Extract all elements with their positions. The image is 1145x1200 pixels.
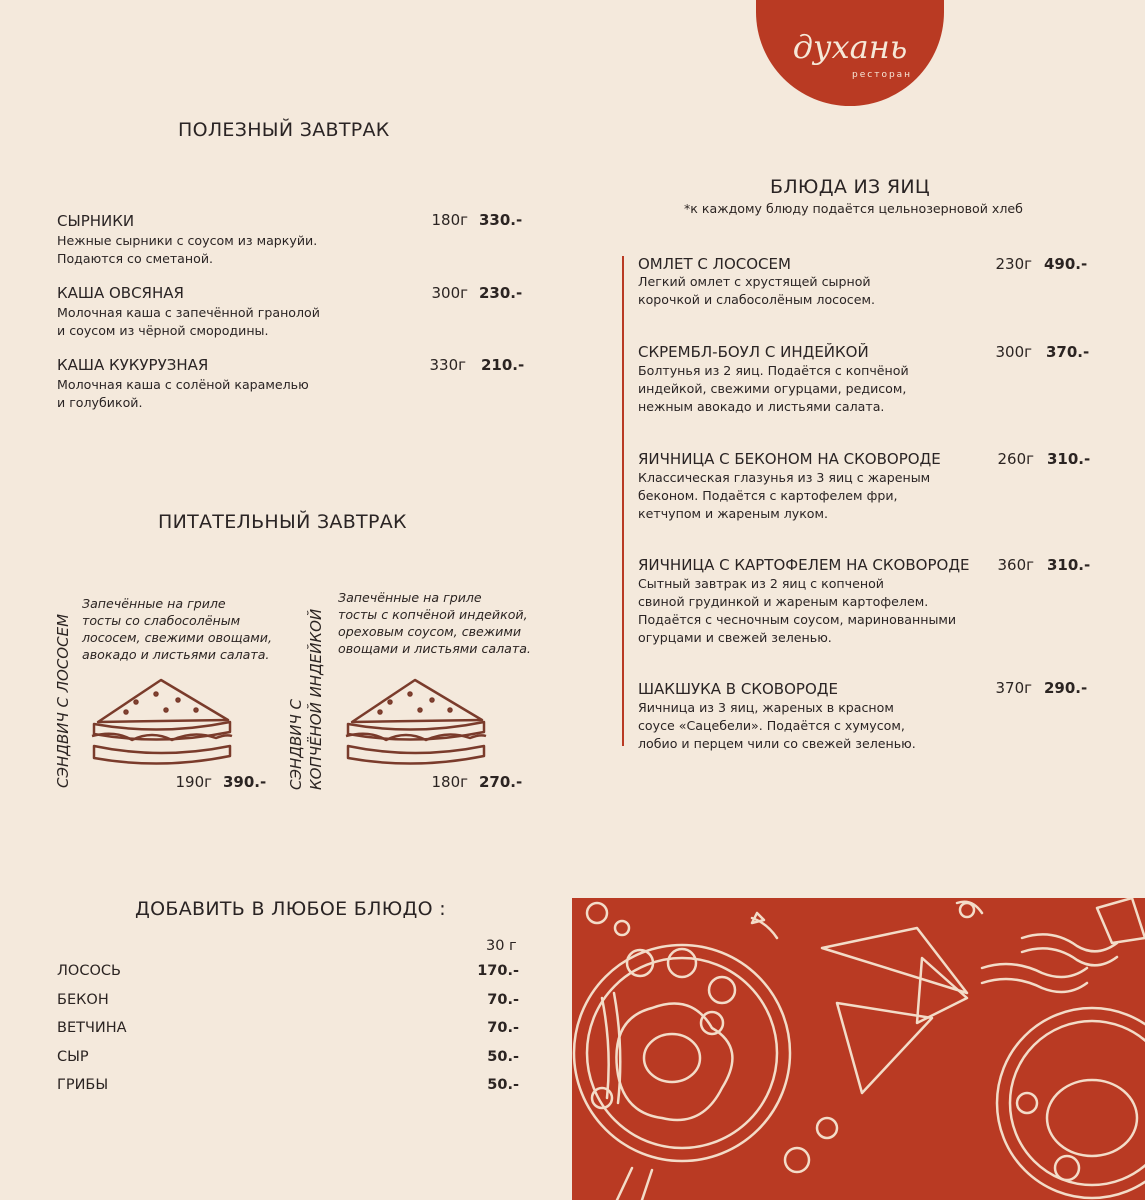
item-name-vertical: СЭНДВИЧ С xyxy=(287,699,305,790)
item-price: 330.- xyxy=(479,211,523,229)
item-price: 270.- xyxy=(479,773,523,791)
sandwich-icon xyxy=(340,672,490,772)
item-weight: 180г xyxy=(431,773,468,791)
item-desc-line: Запечённые на гриле xyxy=(338,590,482,605)
item-desc-line: Болтунья из 2 яиц. Подаётся с копчёной xyxy=(638,363,909,378)
item-name-vertical: КОПЧЁНОЙ ИНДЕЙКОЙ xyxy=(307,608,325,790)
item-name: КАША КУКУРУЗНАЯ xyxy=(57,356,209,374)
item-desc-line: беконом. Подаётся с картофелем фри, xyxy=(638,488,898,503)
addon-row xyxy=(57,963,519,991)
item-weight: 360г xyxy=(997,556,1034,574)
item-weight: 180г xyxy=(431,211,468,229)
item-desc-line: и голубикой. xyxy=(57,395,143,410)
item-price: 370.- xyxy=(1046,343,1090,361)
item-weight: 300г xyxy=(995,343,1032,361)
addon-row xyxy=(57,1077,519,1105)
addons-title: ДОБАВИТЬ В ЛЮБОЕ БЛЮДО : xyxy=(135,898,446,920)
item-price: 310.- xyxy=(1047,556,1091,574)
addons-weight: 30 г xyxy=(486,938,517,954)
item-weight: 260г xyxy=(997,450,1034,468)
addon-row xyxy=(57,1020,519,1048)
item-desc-line: соусе «Сацебели». Подаётся с хумусом, xyxy=(638,718,905,733)
item-desc-line: нежным авокадо и листьями салата. xyxy=(638,399,885,414)
item-desc-line: огурцами и свежей зеленью. xyxy=(638,630,832,645)
item-desc-line: Классическая глазунья из 3 яиц с жареным xyxy=(638,470,931,485)
eggs-divider xyxy=(622,256,624,746)
sandwich-icon xyxy=(86,672,236,772)
item-desc-line: овощами и листьями салата. xyxy=(338,641,531,656)
item-weight: 190г xyxy=(175,773,212,791)
item-desc-line: индейкой, свежими огурцами, редисом, xyxy=(638,381,907,396)
healthy-title: ПОЛЕЗНЫЙ ЗАВТРАК xyxy=(178,119,390,141)
item-price: 290.- xyxy=(1044,679,1088,697)
eggs-title: БЛЮДА ИЗ ЯИЦ xyxy=(770,176,930,198)
item-weight: 300г xyxy=(431,284,468,302)
addon-price: 70.- xyxy=(487,1020,519,1036)
addon-name: ЛОСОСЬ xyxy=(57,963,121,979)
item-desc-line: лососем, свежими овощами, xyxy=(82,630,272,645)
item-desc-line: Легкий омлет с хрустящей сырной xyxy=(638,274,871,289)
item-desc-line: свиной грудинкой и жареным картофелем. xyxy=(638,594,929,609)
item-name: СКРЕМБЛ-БОУЛ С ИНДЕЙКОЙ xyxy=(638,343,869,361)
addon-price: 50.- xyxy=(487,1077,519,1093)
item-weight: 330г xyxy=(429,356,466,374)
item-desc-line: тосты с копчёной индейкой, xyxy=(338,607,528,622)
item-name-vertical: СЭНДВИЧ С ЛОСОСЕМ xyxy=(54,613,72,788)
item-price: 310.- xyxy=(1047,450,1091,468)
item-desc-line: и соусом из чёрной смородины. xyxy=(57,323,269,338)
item-desc-line: авокадо и листьями салата. xyxy=(82,647,270,662)
item-name: СЫРНИКИ xyxy=(57,212,135,230)
item-desc-line: тосты со слабосолёным xyxy=(82,613,241,628)
item-name: ОМЛЕТ С ЛОСОСЕМ xyxy=(638,255,791,273)
addon-name: ВЕТЧИНА xyxy=(57,1020,127,1036)
item-price: 490.- xyxy=(1044,255,1088,273)
item-desc-line: Подаётся с чесночным соусом, маринованными xyxy=(638,612,957,627)
item-desc-line: Сытный завтрак из 2 яиц с копченой xyxy=(638,576,884,591)
item-name: ШАКШУКА В СКОВОРОДЕ xyxy=(638,680,838,698)
item-desc-line: Молочная каша с запечённой гранолой xyxy=(57,305,320,320)
addon-name: БЕКОН xyxy=(57,992,109,1008)
item-desc-line: кетчупом и жареным луком. xyxy=(638,506,829,521)
item-name: ЯИЧНИЦА С БЕКОНОМ НА СКОВОРОДЕ xyxy=(638,450,941,468)
addon-row xyxy=(57,1049,519,1077)
brand-subtitle: ресторан xyxy=(852,70,913,80)
addon-price: 50.- xyxy=(487,1049,519,1065)
item-weight: 370г xyxy=(995,679,1032,697)
brand-name: духань xyxy=(792,28,908,66)
item-name: КАША ОВСЯНАЯ xyxy=(57,284,184,302)
item-desc-line: Подаются со сметаной. xyxy=(57,251,214,266)
addon-price: 70.- xyxy=(487,992,519,1008)
item-desc-line: Запечённые на гриле xyxy=(82,596,226,611)
item-desc-line: Молочная каша с солёной карамелью xyxy=(57,377,309,392)
brand-logo xyxy=(756,0,944,106)
nutritious-title: ПИТАТЕЛЬНЫЙ ЗАВТРАК xyxy=(158,511,407,533)
item-desc-line: ореховым соусом, свежими xyxy=(338,624,522,639)
food-illustration xyxy=(572,898,1145,1200)
item-desc-line: Яичница из 3 яиц, жареных в красном xyxy=(638,700,894,715)
item-price: 210.- xyxy=(481,356,525,374)
item-name: ЯИЧНИЦА С КАРТОФЕЛЕМ НА СКОВОРОДЕ xyxy=(638,556,970,574)
item-desc-line: Нежные сырники с соусом из маркуйи. xyxy=(57,233,318,248)
addon-row xyxy=(57,992,519,1020)
item-price: 230.- xyxy=(479,284,523,302)
addon-name: СЫР xyxy=(57,1049,89,1065)
item-desc-line: корочкой и слабосолёным лососем. xyxy=(638,292,875,307)
item-desc-line: лобио и перцем чили со свежей зеленью. xyxy=(638,736,916,751)
eggs-note: *к каждому блюду подаётся цельнозерновой хлеб xyxy=(684,201,1023,216)
item-price: 390.- xyxy=(223,773,267,791)
addon-price: 170.- xyxy=(477,963,519,979)
item-weight: 230г xyxy=(995,255,1032,273)
addon-name: ГРИБЫ xyxy=(57,1077,109,1093)
